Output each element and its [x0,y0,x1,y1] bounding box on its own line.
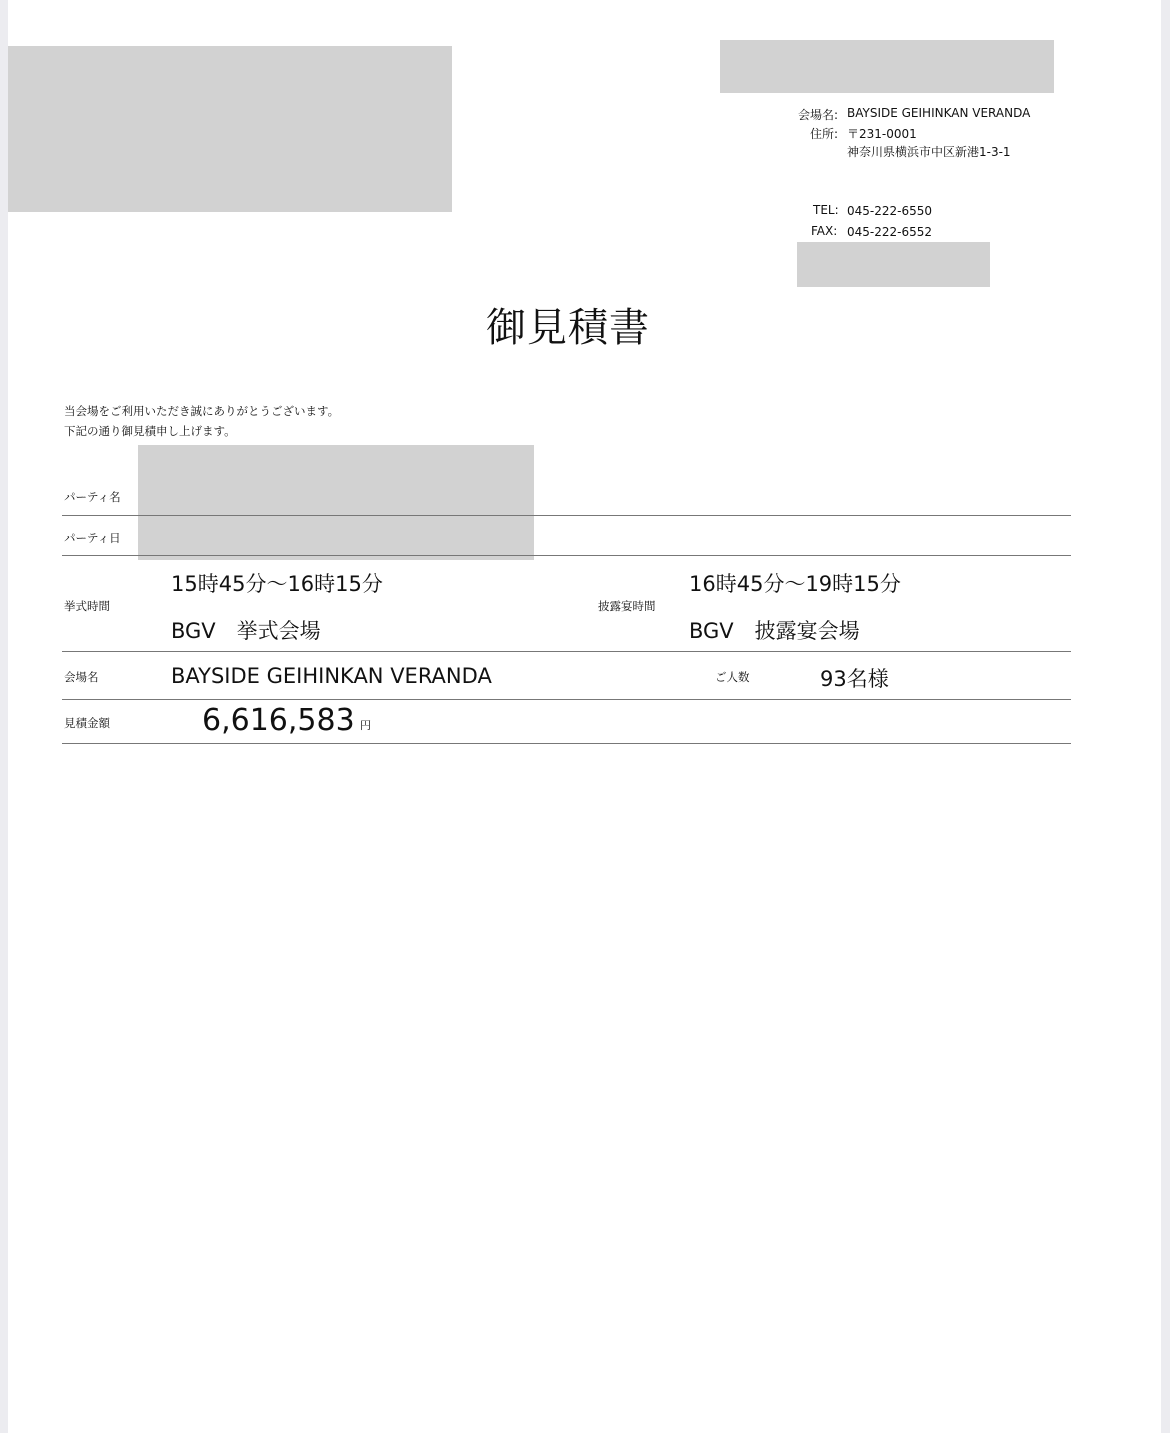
row-divider [62,699,1071,700]
row-divider [62,743,1071,744]
document-title: 御見積書 [486,305,650,351]
ceremony-place: BGV 挙式会場 [171,619,321,643]
row-divider [62,651,1071,652]
venue-name-value: BAYSIDE GEIHINKAN VERANDA [171,664,492,688]
intro-line-2: 下記の通り御見積申し上げます。 [64,424,236,438]
redacted-header-block [720,40,1054,93]
row-divider [62,515,1071,516]
estimate-unit: 円 [360,719,371,732]
redacted-stamp-block [797,242,990,287]
document-page [8,0,1161,1433]
venue-value: BAYSIDE GEIHINKAN VERANDA [847,106,1031,120]
postal-code: 〒231-0001 [847,127,917,141]
party-date-label: パーティ日 [64,531,121,545]
address-label: 住所: [810,127,839,141]
intro-line-1: 当会場をご利用いただき誠にありがとうございます。 [64,404,340,418]
guests-value: 93名様 [820,667,889,691]
ceremony-time: 15時45分〜16時15分 [171,572,383,596]
reception-time-label: 披露宴時間 [598,599,656,613]
fax-number: 045-222-6552 [847,225,933,239]
venue-name-label: 会場名 [64,670,99,684]
guests-label: ご人数 [715,670,750,684]
party-name-label: パーティ名 [64,490,121,504]
reception-time: 16時45分〜19時15分 [689,572,901,596]
fax-label: FAX: [811,224,838,238]
venue-label: 会場名: [798,108,839,122]
reception-place: BGV 披露宴会場 [689,619,860,643]
estimate-amount: 6,616,583 [202,703,355,738]
tel-number: 045-222-6550 [847,204,933,218]
address: 神奈川県横浜市中区新港1-3-1 [847,145,1011,159]
redacted-party-info [138,445,534,560]
redacted-recipient-block [8,46,452,212]
estimate-label: 見積金額 [64,716,110,730]
row-divider [62,555,1071,556]
tel-label: TEL: [813,203,839,217]
ceremony-time-label: 挙式時間 [64,599,110,613]
